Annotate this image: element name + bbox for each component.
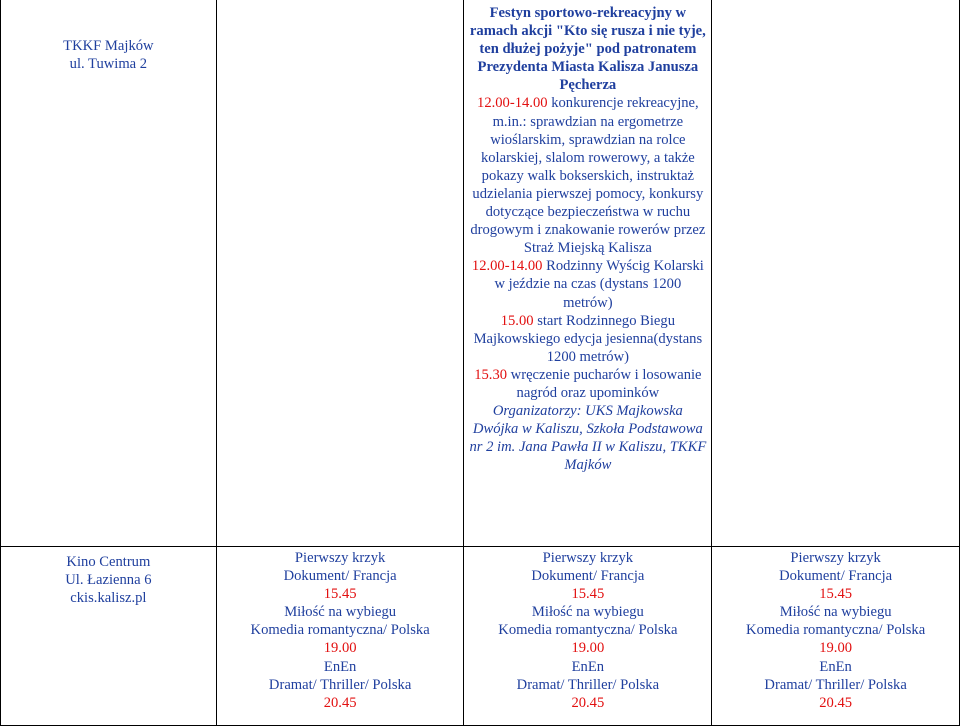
movie-time: 15.45 bbox=[819, 586, 853, 603]
movie-title: Pierwszy krzyk bbox=[542, 550, 634, 566]
festyn-item: 15.00 start Rodzinnego Biegu Majkowskiego edycja jesienna(dystans 1200 metrów) bbox=[473, 312, 703, 365]
festyn-cell bbox=[464, 0, 712, 547]
place-kino-website: ckis.kalisz.pl bbox=[70, 590, 147, 607]
festyn-organizers: Organizatorzy: UKS Majkowska Dwójka w Kaliszu, Szkoła Podstawowa nr 2 im. Jana Pawła II w Kaliszu, TKKF Majków bbox=[469, 403, 707, 474]
movie-time: 20.45 bbox=[571, 694, 605, 711]
movie-title: EnEn bbox=[819, 658, 852, 675]
movie-entry bbox=[712, 549, 959, 603]
movie-time: 15.45 bbox=[323, 586, 357, 603]
movies-cell bbox=[464, 547, 712, 726]
movie-title: Pierwszy krzyk bbox=[294, 550, 386, 566]
festyn-title: Festyn sportowo-rekreacyjny w ramach akcji "Kto się rusza i nie tyje, ten dłużej pożyje" pod patronatem Prezydenta Miasta Kalisza Janusza Pęcherza bbox=[469, 5, 706, 94]
movie-entry bbox=[464, 549, 711, 603]
festyn-item: 15.30 wręczenie pucharów i losowanie nagród oraz upominków bbox=[474, 366, 702, 401]
movie-time: 19.00 bbox=[323, 640, 357, 657]
movies-cell bbox=[712, 547, 960, 726]
movie-time: 20.45 bbox=[819, 694, 853, 711]
festyn-item-text: konkurencje rekreacyjne, m.in.: sprawdzian na ergometrze wioślarskim, sprawdzian na rolce kolarskiej, slalom rowerowy, a także pokazy walk bokserskich, instruktaż udzielania pierwszej pomocy, konkursy dotyczące bezpieczeństwa w ruchu drogowym i znakowanie rowerów przez Straż Miejską Kalisza bbox=[470, 95, 706, 257]
movie-title: Miłość na wybiegu bbox=[779, 604, 892, 621]
place-tkkf-address: ul. Tuwima 2 bbox=[69, 56, 148, 73]
movie-entry bbox=[712, 658, 959, 712]
movies-cell bbox=[216, 547, 464, 726]
movie-genre: Dramat/ Thriller/ Polska bbox=[764, 676, 907, 693]
movie-genre: Dokument/ Francja bbox=[531, 568, 645, 585]
place-kino-cell bbox=[1, 547, 217, 726]
movie-time: 19.00 bbox=[571, 640, 605, 657]
movie-time: 15.45 bbox=[571, 586, 605, 603]
festyn-item-time: 12.00-14. bbox=[471, 258, 528, 275]
movie-genre: Komedia romantyczna/ Polska bbox=[746, 622, 926, 639]
movie-entry bbox=[217, 549, 464, 603]
festyn-item-text: Rodzinny Wyścig Kolarski w jeździe na czas (dystans 1200 metrów) bbox=[494, 258, 704, 311]
movie-entry bbox=[464, 603, 711, 657]
movie-genre: Komedia romantyczna/ Polska bbox=[250, 622, 430, 639]
movie-genre: Dokument/ Francja bbox=[779, 568, 893, 585]
movie-title: Pierwszy krzyk bbox=[790, 550, 881, 566]
movie-entry bbox=[217, 658, 464, 712]
festyn-item-text: wręczenie pucharów i losowanie nagród oraz upominków bbox=[507, 366, 702, 401]
movie-time: 20.45 bbox=[323, 694, 357, 711]
movie-entry bbox=[217, 603, 464, 657]
movie-entry bbox=[464, 658, 711, 712]
empty-cell bbox=[712, 0, 960, 547]
movie-time: 19.00 bbox=[819, 640, 853, 657]
movie-genre: Dramat/ Thriller/ Polska bbox=[516, 676, 660, 693]
place-kino-address: Ul. Łazienna 6 bbox=[65, 572, 152, 589]
place-kino-name: Kino Centrum bbox=[66, 554, 151, 570]
festyn-item-time: 15. bbox=[500, 312, 519, 329]
place-tkkf-name: TKKF Majków bbox=[63, 38, 154, 54]
movie-title: EnEn bbox=[571, 658, 605, 675]
festyn-item-text: start Rodzinnego Biegu Majkowskiego edycja jesienna(dystans 1200 metrów) bbox=[473, 312, 703, 365]
movie-title: Miłość na wybiegu bbox=[531, 604, 644, 621]
festyn-item: 12.00-14.00 konkurencje rekreacyjne, m.in.: sprawdzian na ergometrze wioślarskim, sprawdzian na rolce kolarskiej, slalom rowerowy, a także pokazy walk bokserskich, instruktaż udzielania pierwszej pomocy, konkursy dotyczące bezpieczeństwa w ruchu drogowym i znakowanie rowerów przez Straż Miejską Kalisza bbox=[470, 95, 706, 257]
movie-entry bbox=[712, 603, 959, 657]
festyn-item-time: 12.00-14. bbox=[477, 95, 533, 112]
movie-title: Miłość na wybiegu bbox=[284, 604, 397, 621]
festyn-item: 12.00-14.00 Rodzinny Wyścig Kolarski w jeździe na czas (dystans 1200 metrów) bbox=[471, 258, 704, 311]
movie-genre: Dokument/ Francja bbox=[283, 568, 397, 585]
place-tkkf-cell bbox=[1, 0, 217, 547]
empty-cell bbox=[216, 0, 464, 547]
movie-title: EnEn bbox=[323, 658, 357, 675]
movie-genre: Dramat/ Thriller/ Polska bbox=[268, 676, 412, 693]
festyn-item-time: 15. bbox=[474, 366, 493, 383]
movie-genre: Komedia romantyczna/ Polska bbox=[498, 622, 678, 639]
